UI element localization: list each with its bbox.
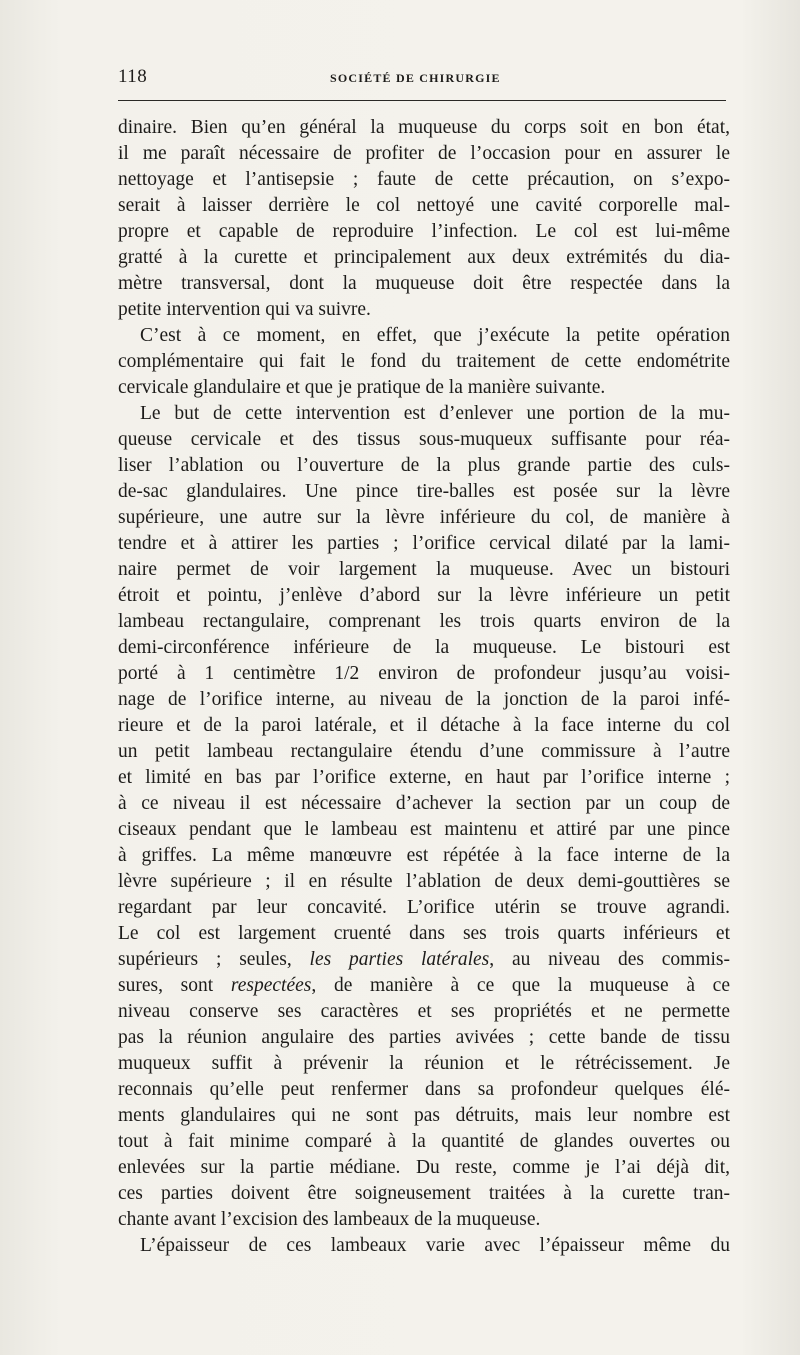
text-line: à griffes. La même manœuvre est répétée à la face interne de la: [118, 845, 730, 866]
text-line: ces parties doivent être soigneusement traitées à la curette tran-: [118, 1183, 730, 1204]
text-line: ciseaux pendant que le lambeau est maintenu et attiré par une pince: [118, 819, 730, 840]
text-line: nage de l’orifice interne, au niveau de la jonction de la paroi infé-: [118, 689, 730, 710]
text-line: cervicale glandulaire et que je pratique de la manière suivante.: [118, 377, 606, 398]
text-line-with-italics: [118, 973, 730, 999]
text-line: petite intervention qui va suivre.: [118, 299, 371, 320]
text-line: dinaire. Bien qu’en général la muqueuse du corps soit en bon état,: [118, 117, 730, 138]
text-line: tendre et à attirer les parties ; l’orifice cervical dilaté par la lami-: [118, 533, 730, 554]
text-line: lèvre supérieure ; il en résulte l’ablation de deux demi-gouttières se: [118, 871, 730, 892]
text-line: gratté à la curette et principalement aux deux extrémités du dia-: [118, 247, 730, 268]
text-line: propre et capable de reproduire l’infection. Le col est lui-même: [118, 221, 730, 242]
text-line-with-italics: [118, 947, 730, 973]
page-number: 118: [118, 66, 148, 87]
italic-text: respectées: [230, 975, 312, 996]
text-segment: , de manière à ce que la muqueuse à ce: [311, 975, 730, 996]
text-line: de-sac glandulaires. Une pince tire-balles est posée sur la lèvre: [118, 481, 730, 502]
text-line: complémentaire qui fait le fond du traitement de cette endométrite: [118, 351, 730, 372]
paragraph-start-line: L’épaisseur de ces lambeaux varie avec l’épaisseur même du: [140, 1235, 730, 1256]
text-line: supérieure, une autre sur la lèvre inférieure du col, de manière à: [118, 507, 730, 528]
text-line: lambeau rectangulaire, comprenant les trois quarts environ de la: [118, 611, 730, 632]
text-line: rieure et de la paroi latérale, et il détache à la face interne du col: [118, 715, 730, 736]
text-line: nettoyage et l’antisepsie ; faute de cette précaution, on s’expo-: [118, 169, 730, 190]
text-segment: , au niveau des commis-: [489, 949, 730, 970]
header-rule: [118, 100, 726, 101]
paragraph-start-line: C’est à ce moment, en effet, que j’exécute la petite opération: [140, 325, 730, 346]
text-line: porté à 1 centimètre 1/2 environ de profondeur jusqu’au voisi-: [118, 663, 730, 684]
running-head: SOCIÉTÉ DE CHIRURGIE: [330, 71, 501, 85]
text-line: étroit et pointu, j’enlève d’abord sur la lèvre inférieure un petit: [118, 585, 730, 606]
text-line: liser l’ablation ou l’ouverture de la plus grande partie des culs-: [118, 455, 730, 476]
text-line: à ce niveau il est nécessaire d’achever la section par un coup de: [118, 793, 730, 814]
text-segment: supérieurs ; seules,: [118, 949, 292, 970]
text-line: reconnais qu’elle peut renfermer dans sa profondeur quelques élé-: [118, 1079, 730, 1100]
text-line: enlevées sur la partie médiane. Du reste, comme je l’ai déjà dit,: [118, 1157, 730, 1178]
text-line: chante avant l’excision des lambeaux de la muqueuse.: [118, 1209, 541, 1230]
text-line: Le col est largement cruenté dans ses trois quarts inférieurs et: [118, 923, 730, 944]
body-text: [118, 115, 730, 1259]
text-line: demi-circonférence inférieure de la muqueuse. Le bistouri est: [118, 637, 730, 658]
text-line: mètre transversal, dont la muqueuse doit être respectée dans la: [118, 273, 730, 294]
text-line: ments glandulaires qui ne sont pas détruits, mais leur nombre est: [118, 1105, 730, 1126]
text-line: naire permet de voir largement la muqueuse. Avec un bistouri: [118, 559, 730, 580]
text-line: muqueux suffit à prévenir la réunion et le rétrécissement. Je: [118, 1053, 730, 1074]
text-line: niveau conserve ses caractères et ses propriétés et ne permette: [118, 1001, 730, 1022]
italic-text: les parties latérales: [309, 949, 490, 970]
text-segment: sures, sont: [118, 975, 214, 996]
text-line: il me paraît nécessaire de profiter de l’occasion pour en assurer le: [118, 143, 730, 164]
text-line: et limité en bas par l’orifice externe, en haut par l’orifice interne ;: [118, 767, 730, 788]
text-line: pas la réunion angulaire des parties avivées ; cette bande de tissu: [118, 1027, 730, 1048]
text-line: queuse cervicale et des tissus sous-muqueux suffisante pour réa-: [118, 429, 730, 450]
text-line: regardant par leur concavité. L’orifice utérin se trouve agrandi.: [118, 897, 730, 918]
page-header: [118, 66, 726, 88]
text-line: serait à laisser derrière le col nettoyé une cavité corporelle mal-: [118, 195, 730, 216]
text-line: tout à fait minime comparé à la quantité de glandes ouvertes ou: [118, 1131, 730, 1152]
paragraph-start-line: Le but de cette intervention est d’enlever une portion de la mu-: [140, 403, 730, 424]
text-line: un petit lambeau rectangulaire étendu d’une commissure à l’autre: [118, 741, 730, 762]
